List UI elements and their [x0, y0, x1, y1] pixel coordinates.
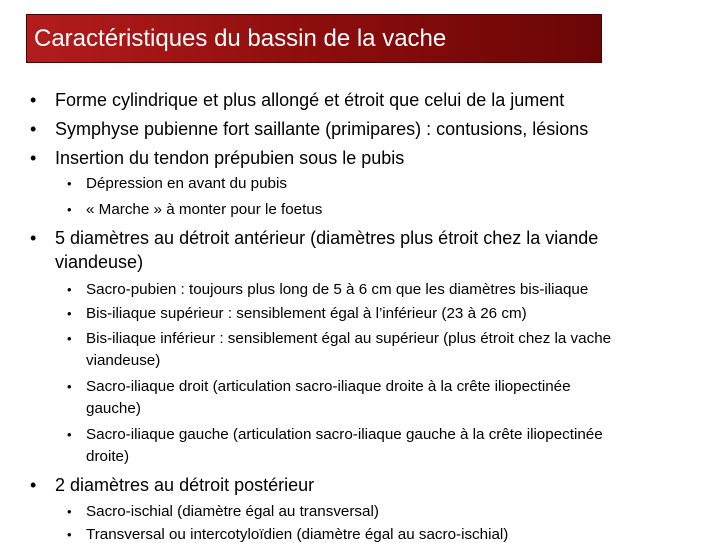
bullet-text: Forme cylindrique et plus allongé et étroit que celui de la jument: [55, 90, 565, 110]
sub-bullet-item: [67, 201, 323, 218]
bullet-marker: •: [67, 176, 72, 191]
bullet-text: « Marche » à monter pour le foetus: [86, 201, 323, 218]
bullet-marker: •: [67, 527, 72, 542]
bullet-item: [30, 148, 405, 169]
bullet-marker: •: [67, 282, 72, 297]
sub-bullet-item: [67, 526, 509, 543]
bullet-marker: •: [30, 148, 37, 168]
bullet-text: Sacro-iliaque gauche (articulation sacro-iliaque gauche à la crête iliopectinée: [86, 426, 603, 443]
sub-bullet-continuation: [86, 400, 141, 417]
sub-bullet-continuation: [86, 352, 160, 369]
bullet-text: Insertion du tendon prépubien sous le pubis: [55, 148, 405, 168]
bullet-text: Sacro-iliaque droit (articulation sacro-iliaque droite à la crête iliopectinée: [86, 378, 571, 395]
bullet-continuation: [55, 252, 143, 273]
sub-bullet-item: [67, 305, 527, 322]
sub-bullet-item: [67, 281, 589, 298]
bullet-marker: •: [30, 228, 37, 248]
bullet-text: Dépression en avant du pubis: [86, 175, 287, 192]
bullet-text: Transversal ou intercotyloïdien (diamètre égal au sacro-ischial): [86, 526, 509, 543]
bullet-marker: •: [67, 379, 72, 394]
bullet-text: viandeuse): [55, 252, 144, 272]
sub-bullet-item: [67, 330, 612, 347]
bullet-marker: •: [67, 504, 72, 519]
bullet-marker: •: [67, 331, 72, 346]
bullet-text: Bis-iliaque inférieur : sensiblement égal au supérieur (plus étroit chez la vache: [86, 330, 612, 347]
bullet-marker: •: [30, 119, 37, 139]
bullet-text: Sacro-pubien : toujours plus long de 5 à 6 cm que les diamètres bis-iliaque: [86, 281, 589, 298]
sub-bullet-continuation: [86, 448, 129, 465]
slide-title: Caractéristiques du bassin de la vache: [34, 25, 447, 52]
bullet-text: viandeuse): [86, 352, 161, 369]
bullet-text: Symphyse pubienne fort saillante (primipares) : contusions, lésions: [55, 119, 589, 139]
sub-bullet-item: [67, 175, 287, 192]
sub-bullet-item: [67, 503, 379, 520]
bullet-item: [30, 119, 589, 140]
bullet-text: 5 diamètres au détroit antérieur (diamètres plus étroit chez la viande: [55, 228, 599, 248]
bullet-text: Bis-iliaque supérieur : sensiblement égal à l’inférieur (23 à 26 cm): [86, 305, 527, 322]
bullet-text: Sacro-ischial (diamètre égal au transversal): [86, 503, 379, 520]
bullet-item: [30, 228, 599, 249]
bullet-item: [30, 90, 565, 111]
bullet-marker: •: [30, 475, 37, 495]
sub-bullet-item: [67, 426, 603, 443]
bullet-text: gauche): [86, 400, 141, 417]
bullet-marker: •: [67, 306, 72, 321]
bullet-marker: •: [67, 202, 72, 217]
bullet-marker: •: [30, 90, 37, 110]
bullet-text: droite): [86, 448, 130, 465]
bullet-text: 2 diamètres au détroit postérieur: [55, 475, 315, 495]
bullet-marker: •: [67, 427, 72, 442]
sub-bullet-item: [67, 378, 571, 395]
bullet-item: [30, 475, 315, 496]
